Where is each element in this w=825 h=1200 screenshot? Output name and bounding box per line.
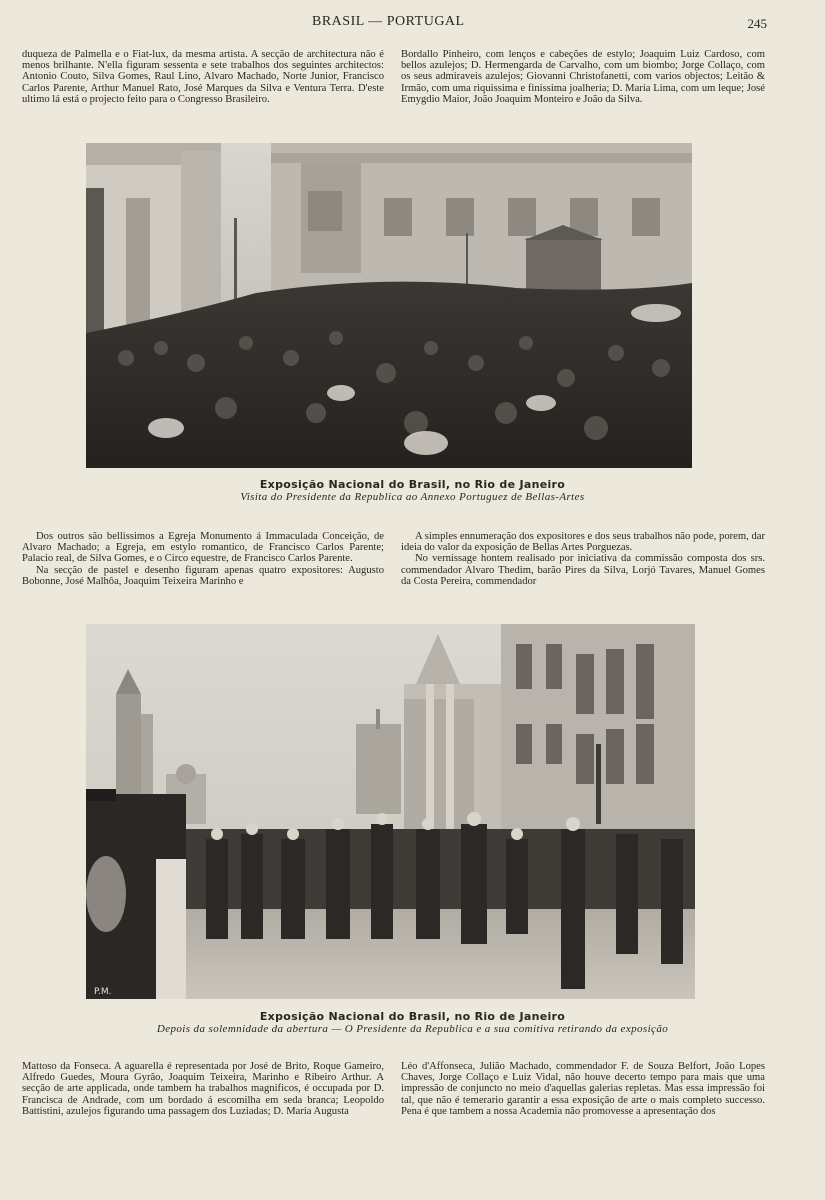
middle-right-paragraph-2: No vernissage hontem realisado por iniciativa da commissão composta dos srs. commendador Alvaro Thedim, barão Pires da Silva, Lorjó Tavares, Manuel Gomes da Costa Pereira, commendador <box>401 553 765 587</box>
top-left-paragraph: duqueza de Palmella e o Fiat-lux, da mesma artista. A secção de architectura não é menos brilhante. N'ella figuram sessenta e sete trabalhos dos seguintes architectos: Antonio Couto, Silva Gomes, Raul Lino, Alvaro Machado, Norte Junior, Francisco Carlos Parente, Arthur Manuel Rato, José Marques da Silva e Ventura Terra. D'este ultimo lá está o projecto feito para o Congresso Brasileiro. <box>22 49 384 105</box>
middle-left-paragraph-1: Dos outros são bellissimos a Egreja Monumento á Immaculada Conceição, de Alvaro Machado; a Egreja, em estylo romantico, de Francisco Carlos Parente; Palacio real, de Silva Gomes, e o Circo equestre, de Francisco Carlos Parente. <box>22 531 384 565</box>
page-header <box>0 14 825 32</box>
photo2-signature: P.M. <box>94 987 112 997</box>
bottom-left-paragraph: Mattoso da Fonseca. A aguarella é representada por José de Brito, Roque Gameiro, Alfredo Guedes, Moura Gyrão, Joaquim Teixeira, Marinho e Ribeiro Arthur. A secção de arte applicada, onde tambem ha trabalhos magnificos, é occupada por D. Francisca de Andrade, com um bordado á escomilha em seda branca; Leopoldo Battistini, azulejos figurando uma passagem dos Luziadas; D. Maria Augusta <box>22 1061 384 1117</box>
photo2-caption-title: Exposição Nacional do Brasil, no Rio de Janeiro <box>259 1010 566 1023</box>
page-number: 245 <box>747 16 767 31</box>
photo1-caption-title: Exposição Nacional do Brasil, no Rio de Janeiro <box>259 478 566 491</box>
crowd-photo <box>86 143 692 468</box>
top-right-column <box>401 49 765 119</box>
bottom-right-paragraph: Léo d'Affonseca, Julião Machado, commendador F. de Souza Belfort, João Lopes Chaves, Jorge Collaço e Luiz Vidal, não houve decerto tempo para mais que uma impressão de conjuncto no meio d'aquellas galerias repletas. Mas essa impressão foi tal, que não é temerario garantir a essa exposição de arte o mais completo successo. Pena é que tambem a nossa Academia não promovesse a apresentação dos <box>401 1061 765 1117</box>
middle-right-column <box>401 531 765 601</box>
top-right-paragraph: Bordallo Pinheiro, com lenços e cabeções de estylo; Joaquim Luiz Cardoso, com bellos azulejos; D. Hermengarda de Carvalho, com um biombo; Jorge Collaço, com os seus admiraveis azulejos; Giovanni Christofanetti, com varios objectos; Leitão & Irmão, com uma riquissima e finissima joalheria; D. Maria Lima, com um leque; José Emygdio Maior, João Joaquim Monteiro e João da Silva. <box>401 49 765 105</box>
middle-left-column <box>22 531 384 601</box>
running-title: BRASIL — PORTUGAL <box>312 14 465 29</box>
photo2-caption-subtitle: Depois da solemnidade da abertura — O Presidente da Republica e a sua comitiva retirando da exposição <box>156 1023 669 1035</box>
bottom-left-column <box>22 1061 384 1141</box>
middle-left-paragraph-2: Na secção de pastel e desenho figuram apenas quatro expositores: Augusto Bobonne, José Malhôa, Joaquim Teixeira Marinho e <box>22 564 384 587</box>
photo1-caption-subtitle: Visita do Presidente da Republica ao Annexo Portuguez de Bellas-Artes <box>240 491 585 503</box>
top-left-column <box>22 49 384 119</box>
bottom-right-column <box>401 1061 765 1141</box>
middle-right-paragraph-1: A simples ennumeração dos expositores e dos seus trabalhos não pode, porem, dar ideia do valor da exposição de Bellas Artes Porguezas. <box>401 531 765 554</box>
procession-photo <box>86 624 695 999</box>
